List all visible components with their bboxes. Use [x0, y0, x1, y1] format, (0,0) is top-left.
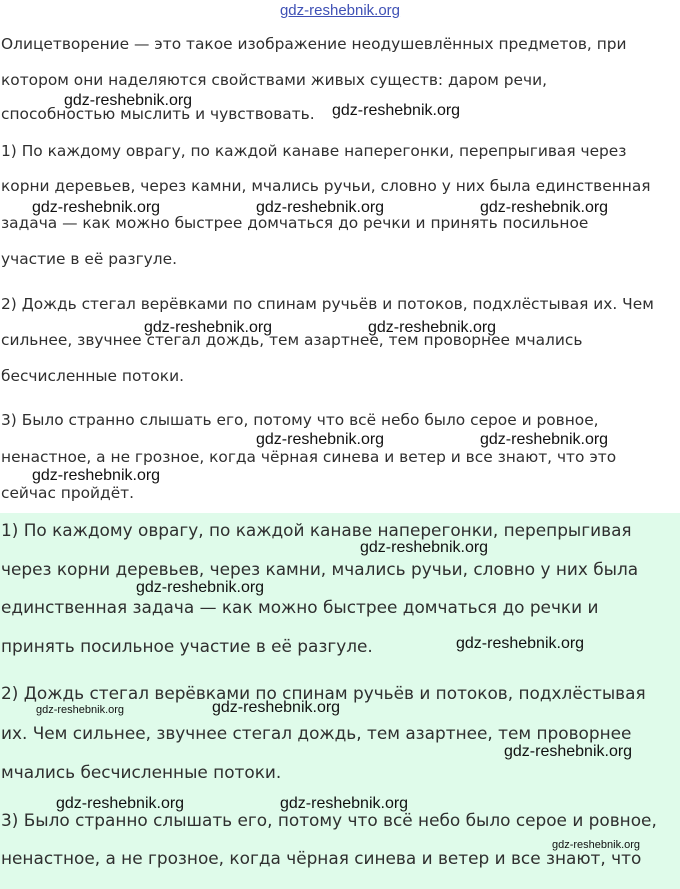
hl-paragraph-2-line-3: мчались бесчисленные потоки. [1, 762, 282, 782]
definition-line-2: котором они наделяются свойствами живых существ: даром речи, [1, 71, 547, 89]
watermark: gdz-reshebnik.org [552, 839, 641, 851]
watermark: gdz-reshebnik.org [480, 199, 609, 216]
site-watermark-link[interactable]: gdz-reshebnik.org [279, 2, 401, 19]
watermark: gdz-reshebnik.org [504, 743, 633, 760]
watermark: gdz-reshebnik.org [32, 199, 161, 216]
watermark: gdz-reshebnik.org [360, 539, 489, 556]
hl-paragraph-2-line-1: 2) Дождь стегал верёвками по спинам ручьёв и потоков, подхлёстывая [1, 683, 646, 703]
watermark: gdz-reshebnik.org [136, 579, 265, 596]
paragraph-3-line-2: ненастное, а не грозное, когда чёрная синева и ветер и все знают, что это [1, 448, 617, 466]
paragraph-3-line-3: сейчас пройдёт. [1, 484, 135, 502]
watermark: gdz-reshebnik.org [332, 102, 461, 119]
paragraph-2-line-1: 2) Дождь стегал верёвками по спинам ручьёв и потоков, подхлёстывая их. Чем [1, 295, 654, 313]
hl-paragraph-2-line-2: их. Чем сильнее, звучнее стегал дождь, тем азартнее, тем проворнее [1, 723, 632, 743]
paragraph-1-line-1: 1) По каждому оврагу, по каждой канаве наперегонки, перепрыгивая через [1, 142, 627, 160]
watermark: gdz-reshebnik.org [480, 431, 609, 448]
hl-paragraph-3-line-2: ненастное, а не грозное, когда чёрная синева и ветер и все знают, что [1, 848, 642, 868]
definition-line-3: способностью мыслить и чувствовать. [1, 105, 315, 123]
paragraph-1-line-2: корни деревьев, через камни, мчались ручьи, словно у них была единственная [1, 177, 651, 195]
watermark: gdz-reshebnik.org [56, 795, 185, 812]
watermark: gdz-reshebnik.org [32, 467, 161, 484]
watermark: gdz-reshebnik.org [64, 92, 193, 109]
paragraph-1-line-3: задача — как можно быстрее домчаться до речки и принять посильное [1, 214, 589, 232]
hl-paragraph-1-line-2: через корни деревьев, через камни, мчались ручьи, словно у них была [1, 559, 639, 579]
watermark: gdz-reshebnik.org [256, 431, 385, 448]
watermark: gdz-reshebnik.org [456, 635, 585, 652]
watermark: gdz-reshebnik.org [368, 319, 497, 336]
paragraph-1-line-4: участие в её разгуле. [1, 250, 177, 268]
hl-paragraph-3-line-1: 3) Было странно слышать его, потому что всё небо было серое и ровное, [1, 810, 657, 830]
hl-paragraph-1-line-1: 1) По каждому оврагу, по каждой канаве наперегонки, перепрыгивая [1, 520, 632, 540]
watermark: gdz-reshebnik.org [212, 699, 341, 716]
hl-paragraph-1-line-4: принять посильное участие в её разгуле. [1, 636, 373, 656]
paragraph-2-line-2: сильнее, звучнее стегал дождь, тем азартнее, тем проворнее мчались [1, 331, 583, 349]
hl-paragraph-1-line-3: единственная задача — как можно быстрее домчаться до речки и [1, 597, 599, 617]
watermark: gdz-reshebnik.org [256, 199, 385, 216]
watermark: gdz-reshebnik.org [280, 795, 409, 812]
definition-line-1: Олицетворение — это такое изображение неодушевлённых предметов, при [1, 35, 627, 53]
watermark: gdz-reshebnik.org [36, 704, 125, 716]
paragraph-2-line-3: бесчисленные потоки. [1, 367, 184, 385]
watermark: gdz-reshebnik.org [144, 319, 273, 336]
paragraph-3-line-1: 3) Было странно слышать его, потому что всё небо было серое и ровное, [1, 411, 599, 429]
